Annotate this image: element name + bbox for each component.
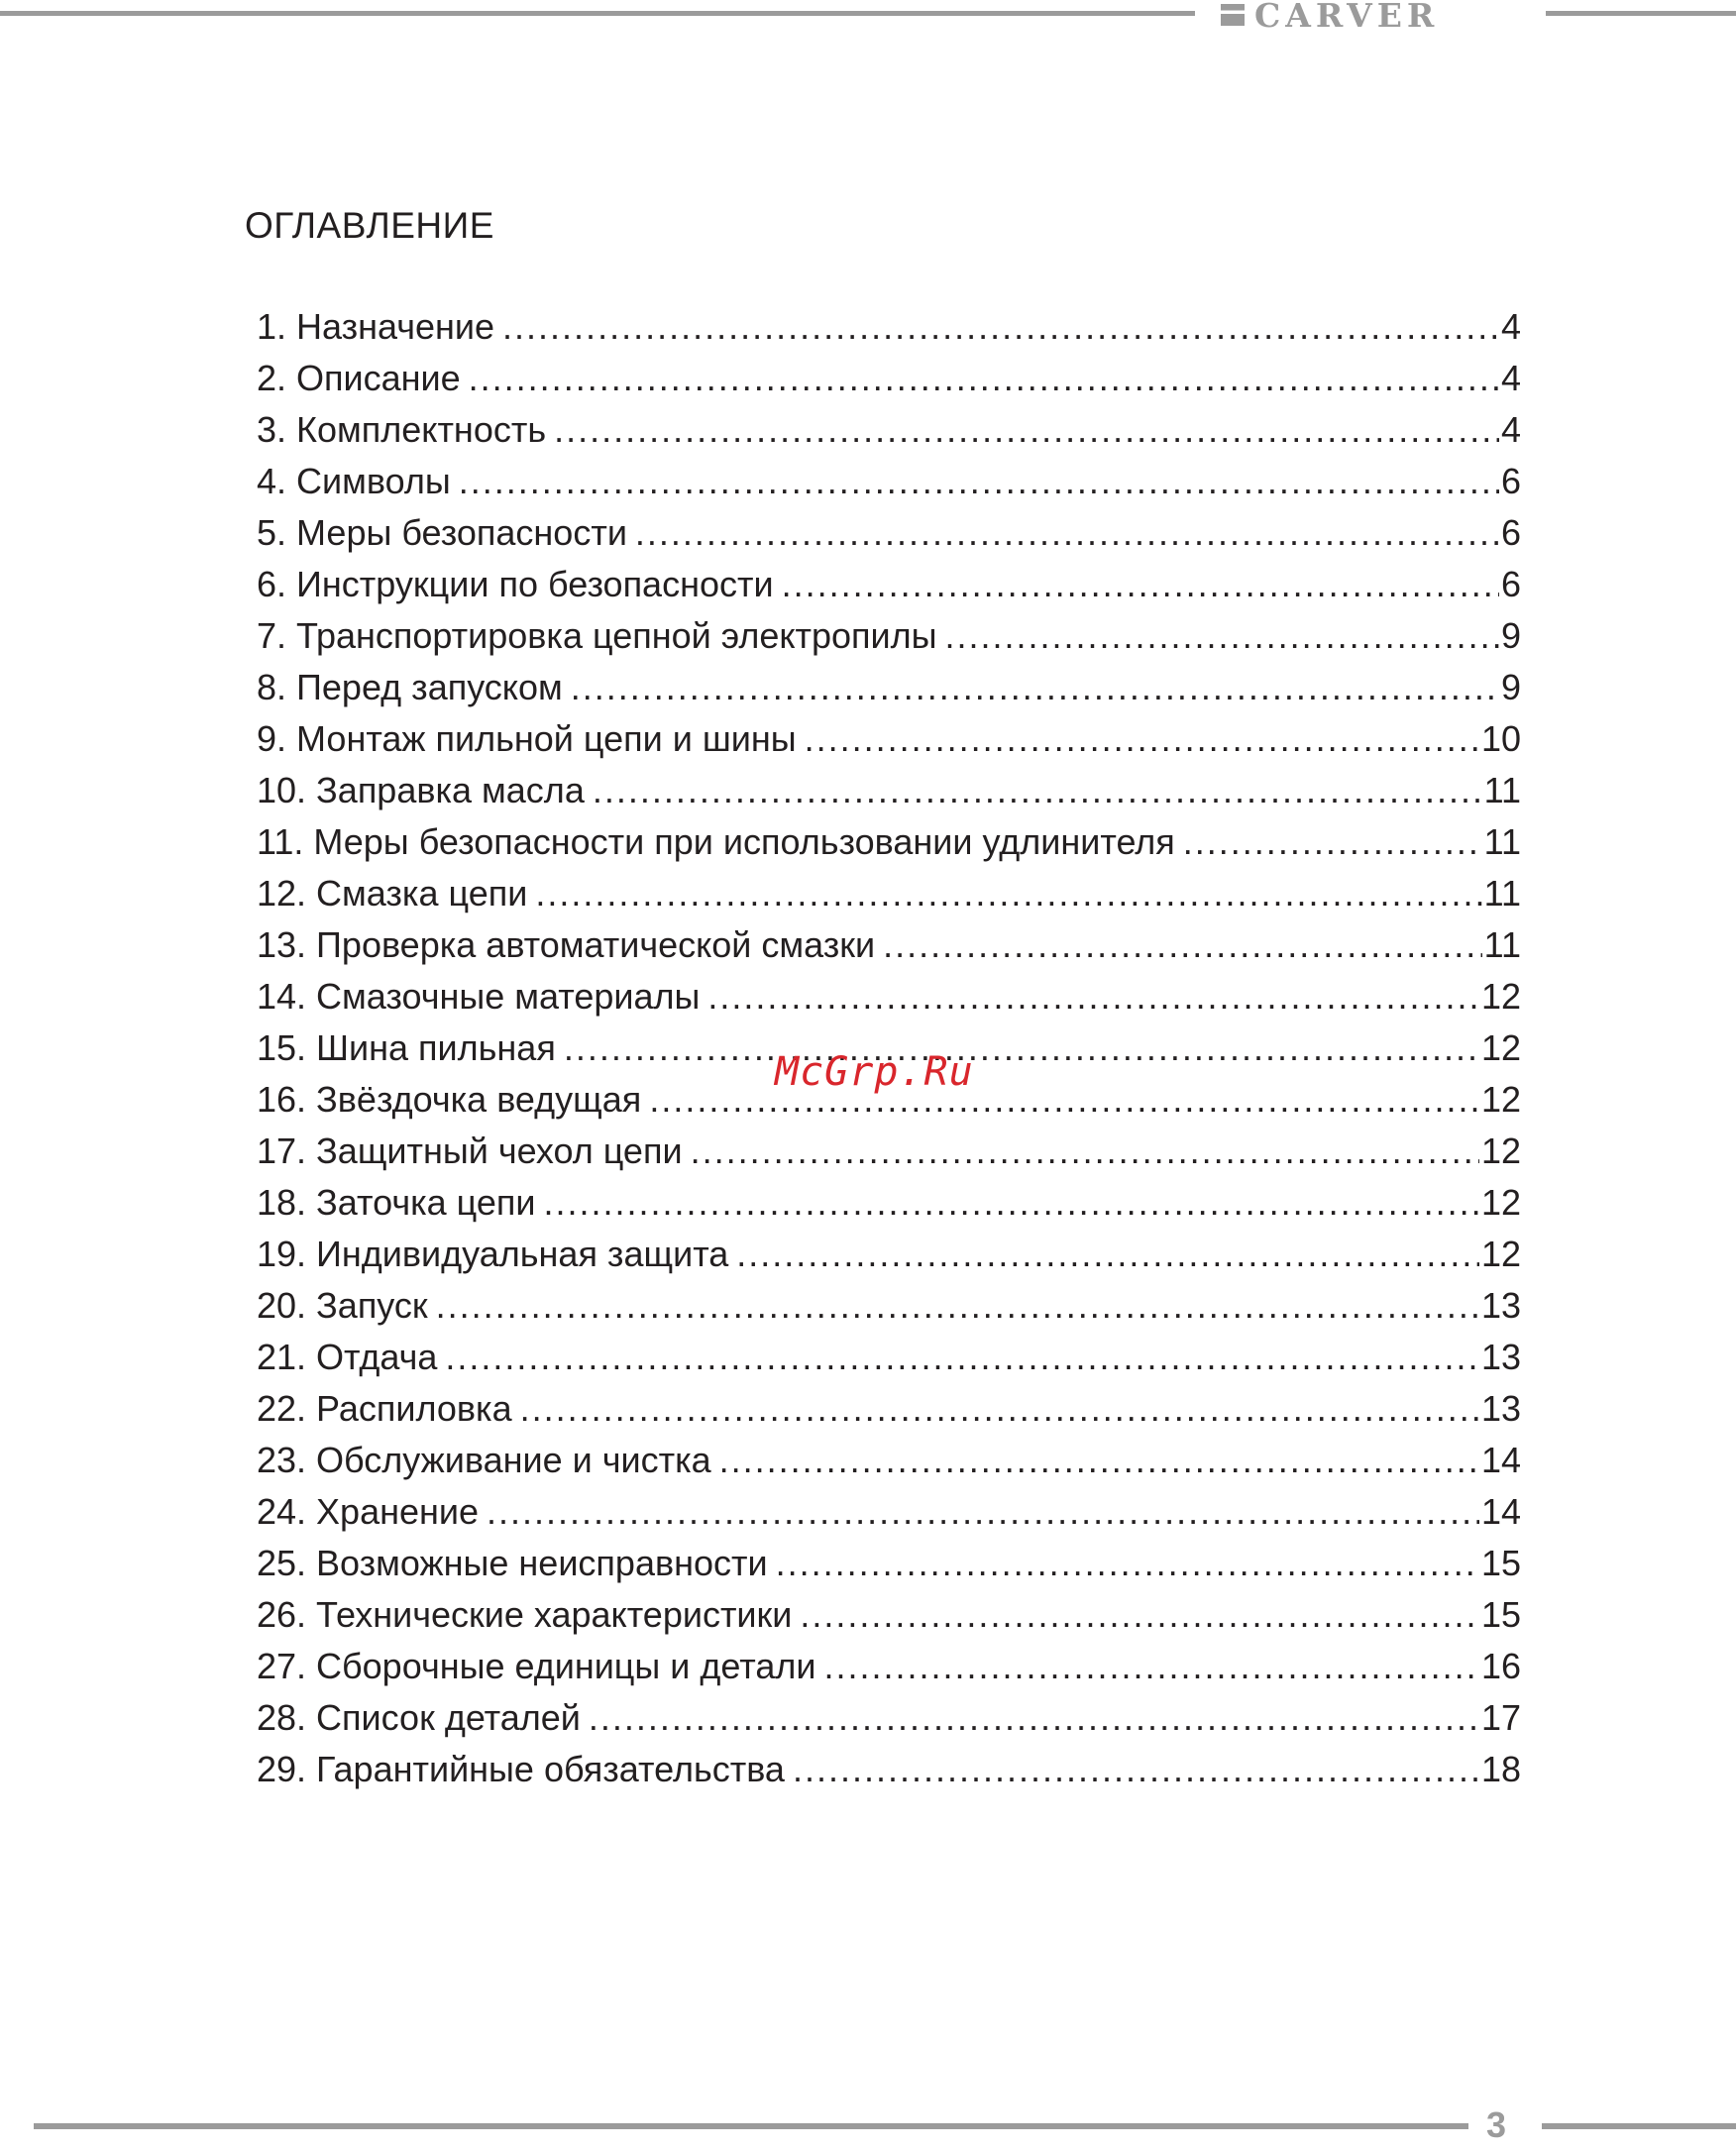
toc-entry [257,971,1521,1022]
toc-dot-leader [800,1589,1479,1641]
toc-entry-label: 9. Монтаж пильной цепи и шины [257,718,797,759]
toc-entry [257,919,1521,971]
toc-dot-leader [945,610,1499,662]
toc-dot-leader [487,1486,1479,1538]
toc-entry [257,1126,1521,1177]
toc-entry-page: 6 [1500,461,1521,501]
toc-entry [257,1177,1521,1229]
brand-logo [1221,0,1440,35]
brand-name: CARVER [1254,0,1440,35]
toc-entry-label: 16. Звёздочка ведущая [257,1079,642,1120]
toc-entry-page: 9 [1500,615,1521,656]
toc-dot-leader [445,1332,1479,1383]
toc-entry-page: 12 [1480,976,1521,1017]
toc-entry [257,1280,1521,1332]
toc-entry-page: 11 [1483,821,1521,862]
toc-entry-label: 20. Запуск [257,1285,428,1326]
toc-entry-page: 16 [1480,1646,1521,1686]
toc-entry [257,713,1521,765]
toc-entry-label: 5. Меры безопасности [257,512,627,553]
toc-entry-label: 23. Обслуживание и чистка [257,1440,711,1480]
toc-entry-label: 15. Шина пильная [257,1027,556,1068]
toc-entry-page: 11 [1483,873,1521,914]
toc-entry-label: 2. Описание [257,358,461,398]
toc-entry-label: 4. Символы [257,461,451,501]
toc-dot-leader [544,1177,1479,1229]
toc-entry-page: 18 [1480,1749,1521,1789]
toc-entry-page: 4 [1500,409,1521,450]
toc-entry [257,456,1521,507]
toc-dot-leader [782,559,1499,610]
toc-entry-page: 12 [1480,1234,1521,1274]
toc-dot-leader [564,1022,1479,1074]
toc-entry-page: 12 [1480,1130,1521,1171]
footer-rule-right [1542,2123,1736,2129]
toc-entry-page: 17 [1480,1697,1521,1738]
toc-entry [257,765,1521,816]
toc-entry-page: 4 [1500,358,1521,398]
toc-entry-label: 29. Гарантийные обязательства [257,1749,785,1789]
toc-entry-label: 25. Возможные неисправности [257,1543,768,1583]
toc-dot-leader [459,456,1499,507]
toc-dot-leader [589,1692,1479,1744]
toc-entry-page: 14 [1480,1440,1521,1480]
toc-entry [257,662,1521,713]
toc-entry [257,404,1521,456]
toc-entry-label: 8. Перед запуском [257,667,563,707]
page-number: 3 [1486,2104,1507,2145]
toc-entry-page: 14 [1480,1491,1521,1532]
watermark: McGrp.Ru [775,1049,974,1095]
toc-entry-page: 13 [1480,1337,1521,1377]
toc-entry-page: 11 [1483,924,1521,965]
toc-entry [257,1589,1521,1641]
toc-entry-page: 12 [1480,1182,1521,1223]
toc-dot-leader [823,1641,1478,1692]
toc-entry-label: 13. Проверка автоматической смазки [257,924,876,965]
toc-entry-page: 12 [1480,1079,1521,1120]
toc-entry-page: 10 [1480,718,1521,759]
toc-entry-label: 24. Хранение [257,1491,480,1532]
toc-dot-leader [805,713,1479,765]
toc-entry [257,610,1521,662]
page-title: ОГЛАВЛЕНИЕ [245,205,494,246]
toc-entry [257,816,1521,868]
toc-entry [257,1486,1521,1538]
toc-entry-page: 13 [1480,1388,1521,1429]
toc-entry-label: 12. Смазка цепи [257,873,528,914]
header-rule-left [0,11,1195,16]
toc-entry [257,1744,1521,1795]
toc-entry [257,1641,1521,1692]
header-rule-right [1546,11,1736,16]
toc-entry-label: 3. Комплектность [257,409,547,450]
toc-dot-leader [776,1538,1479,1589]
toc-dot-leader [707,971,1479,1022]
toc-dot-leader [593,765,1482,816]
toc-entry [257,1332,1521,1383]
toc-entry [257,868,1521,919]
toc-entry-page: 4 [1500,306,1521,347]
toc-entry-page: 15 [1480,1594,1521,1635]
toc-dot-leader [502,301,1499,353]
toc-dot-leader [554,404,1499,456]
toc-entry-label: 17. Защитный чехол цепи [257,1130,683,1171]
toc-dot-leader [436,1280,1479,1332]
toc-entry-label: 18. Заточка цепи [257,1182,536,1223]
toc-dot-leader [571,662,1499,713]
toc-entry [257,1383,1521,1435]
toc-entry [257,1435,1521,1486]
toc-entry-label: 28. Список деталей [257,1697,581,1738]
toc-entry [257,1692,1521,1744]
toc-entry [257,301,1521,353]
toc-dot-leader [1183,816,1482,868]
toc-entry-label: 22. Распиловка [257,1388,512,1429]
toc-entry-page: 12 [1480,1027,1521,1068]
toc-dot-leader [719,1435,1479,1486]
toc-dot-leader [635,507,1499,559]
toc-dot-leader [793,1744,1479,1795]
toc-entry-page: 9 [1500,667,1521,707]
toc-entry-label: 21. Отдача [257,1337,438,1377]
toc-dot-leader [649,1074,1479,1126]
brand-mark-icon [1221,4,1245,26]
toc-dot-leader [691,1126,1479,1177]
toc-dot-leader [535,868,1481,919]
toc-entry [257,1538,1521,1589]
toc-entry-label: 27. Сборочные единицы и детали [257,1646,816,1686]
toc-entry-page: 15 [1480,1543,1521,1583]
toc-entry-label: 7. Транспортировка цепной электропилы [257,615,937,656]
toc-entry [257,1229,1521,1280]
toc-entry-label: 1. Назначение [257,306,495,347]
toc-dot-leader [469,353,1499,404]
toc-entry-label: 26. Технические характеристики [257,1594,793,1635]
toc-dot-leader [736,1229,1479,1280]
toc-entry-page: 6 [1500,564,1521,604]
toc-dot-leader [883,919,1481,971]
toc-entry-page: 13 [1480,1285,1521,1326]
toc-entry-label: 19. Индивидуальная защита [257,1234,729,1274]
toc-entry-label: 10. Заправка масла [257,770,585,810]
toc-entry [257,559,1521,610]
toc-entry-label: 11. Меры безопасности при использовании удлинителя [257,821,1175,862]
toc-entry-label: 14. Смазочные материалы [257,976,701,1017]
footer-rule-left [34,2123,1468,2129]
toc-entry-page: 6 [1500,512,1521,553]
toc-entry-page: 11 [1483,770,1521,810]
toc-entry-label: 6. Инструкции по безопасности [257,564,774,604]
toc-dot-leader [520,1383,1479,1435]
toc-entry [257,353,1521,404]
toc-entry [257,507,1521,559]
